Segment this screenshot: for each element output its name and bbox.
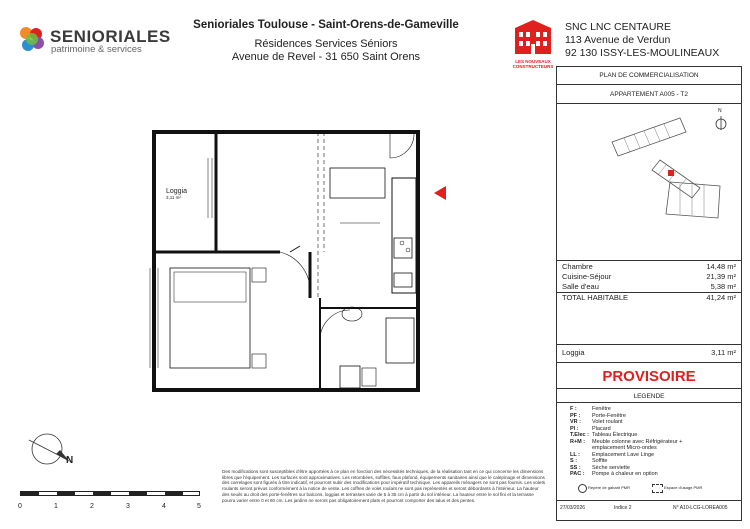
legend-item: T.Elec : Tableau Électrique [570,432,638,438]
owner-company: SNC LNC CENTAURE [565,21,671,33]
pmr-gauge-symbol-icon [578,484,587,493]
project-title: Senioriales Toulouse - Saint-Orens-de-Gameville [193,19,459,31]
loggia-area: 3,11 m² [711,348,736,357]
room-name: Cuisine-Séjour [562,272,612,281]
room-area: 21,39 m² [706,272,736,281]
brand-tagline: patrimoine & services [51,44,142,55]
apartment-label: APPARTEMENT A005 - T2 [610,91,688,98]
owner-city: 92 130 ISSY-LES-MOULINEAUX [565,47,720,59]
badge-line1: LES NOUVEAUX [515,59,551,64]
scale-tick: 5 [197,503,201,510]
scale-tick: 1 [54,503,58,510]
legend-item: S : Soffite [570,458,608,464]
total-name: TOTAL HABITABLE [562,293,628,302]
footer-date: 27/03/2026 [560,505,586,511]
scale-tick: 2 [90,503,94,510]
total-row [556,293,742,303]
compass-north-label: N [66,455,74,466]
legend-item: F : Fenêtre [570,406,611,412]
loggia-label-name: Loggia [166,188,188,195]
loggia-label [166,188,187,200]
legend-item: Pl : Placard [570,425,611,432]
loggia-name: Loggia [562,348,585,357]
legend-item: LL : Emplacement Lave Linge [570,451,655,458]
legend-item: R+M : Meuble colonne avec Réfrigérateur + emplacement Micro-ondes [570,438,683,451]
legend-list [570,406,730,478]
room-row-salle-eau [556,282,742,293]
legend-item: PAC : Pompe à chaleur en option [570,471,658,477]
scale-tick: 3 [126,503,130,510]
brand-name: SENIORIALES [50,27,171,46]
plan-kind: PLAN DE COMMERCIALISATION [599,72,699,79]
status-badge: PROVISOIRE [602,368,696,385]
north-label: N [718,108,722,114]
legend-item: PF : Porte-Fenêtre [570,412,626,419]
footer-index: Indice 2 [614,505,632,511]
room-row-cuisine-sejour [556,272,742,282]
loggia-label-area: 3,11 m² [166,195,181,200]
room-name: Salle d'eau [562,282,599,291]
brand-logo [20,27,44,51]
divider [556,344,742,345]
legend-item: VR : Volet roulant [570,419,623,425]
divider [556,500,742,501]
badge-line2: CONSTRUCTEURS [512,64,554,69]
divider [556,402,742,403]
divider [556,362,742,363]
north-compass-icon [26,428,88,470]
divider [556,84,742,85]
room-table [556,262,742,303]
floor-plan [140,128,440,408]
project-subtitle: Résidences Services Séniors [254,38,398,50]
project-address: Avenue de Revel - 31 650 Saint Orens [231,51,421,63]
total-area: 41,24 m² [706,293,736,302]
constructeurs-logo [511,20,555,69]
divider [556,103,742,104]
scale-bar [20,491,200,497]
pmr-gauge-label: Repère de gabarit PMR [588,485,631,490]
room-area: 14,48 m² [706,262,736,271]
room-row-chambre [556,262,742,272]
divider [556,388,742,389]
room-area: 5,38 m² [710,282,736,291]
scale-tick: 4 [162,503,166,510]
footer-ref: N° A10-LCG-LOREA005 [673,505,728,511]
key-plan [600,112,728,232]
pmr-space-label: Espace d'usage PMR [664,485,703,490]
room-name: Chambre [562,262,593,271]
entrance-arrow-icon [434,186,446,200]
owner-info [565,21,740,60]
owner-street: 113 Avenue de Verdun [565,34,671,46]
divider [556,260,742,261]
loggia-row [556,348,742,358]
disclaimer-text: Des modifications sont susceptibles d'être apportées à ce plan en fonction des nécessités techniques, de la réalisation tant en ce qui concerne les dimensions libres que l'équipement. Les surfaces sont approximatives. Les retombées, soffites, faux plafond, équipements sanitaires ainsi que le calepinage et dimensions des carrelages sont figurés à titre indicatif, et pourront subir des modifications pour impératif technique. Les appareils ménagers ne sont pas fournis. Les volets roulants seront prévus conformément à la notice de vente. Les coffres de volet roulant ne sont pas représentés et seront débordants à l'intérieur. La hauteur des seuils au droit des porte-fenêtres sur balcons, loggias et terrasses varie de 5 à 35 cm à partir du sol intérieur. La hauteur entre le sol fini et la terrasse pourra varier entre 0 et 60 cm. Les jardins ne seront pas obligatoirement plats et pourront comporter des talus et des pentes. [222,469,546,503]
legend-title: LEGENDE [633,393,665,400]
scale-tick: 0 [18,503,22,510]
pmr-space-symbol-icon [652,484,663,493]
legend-item: SS : Sèche serviette [570,464,630,471]
